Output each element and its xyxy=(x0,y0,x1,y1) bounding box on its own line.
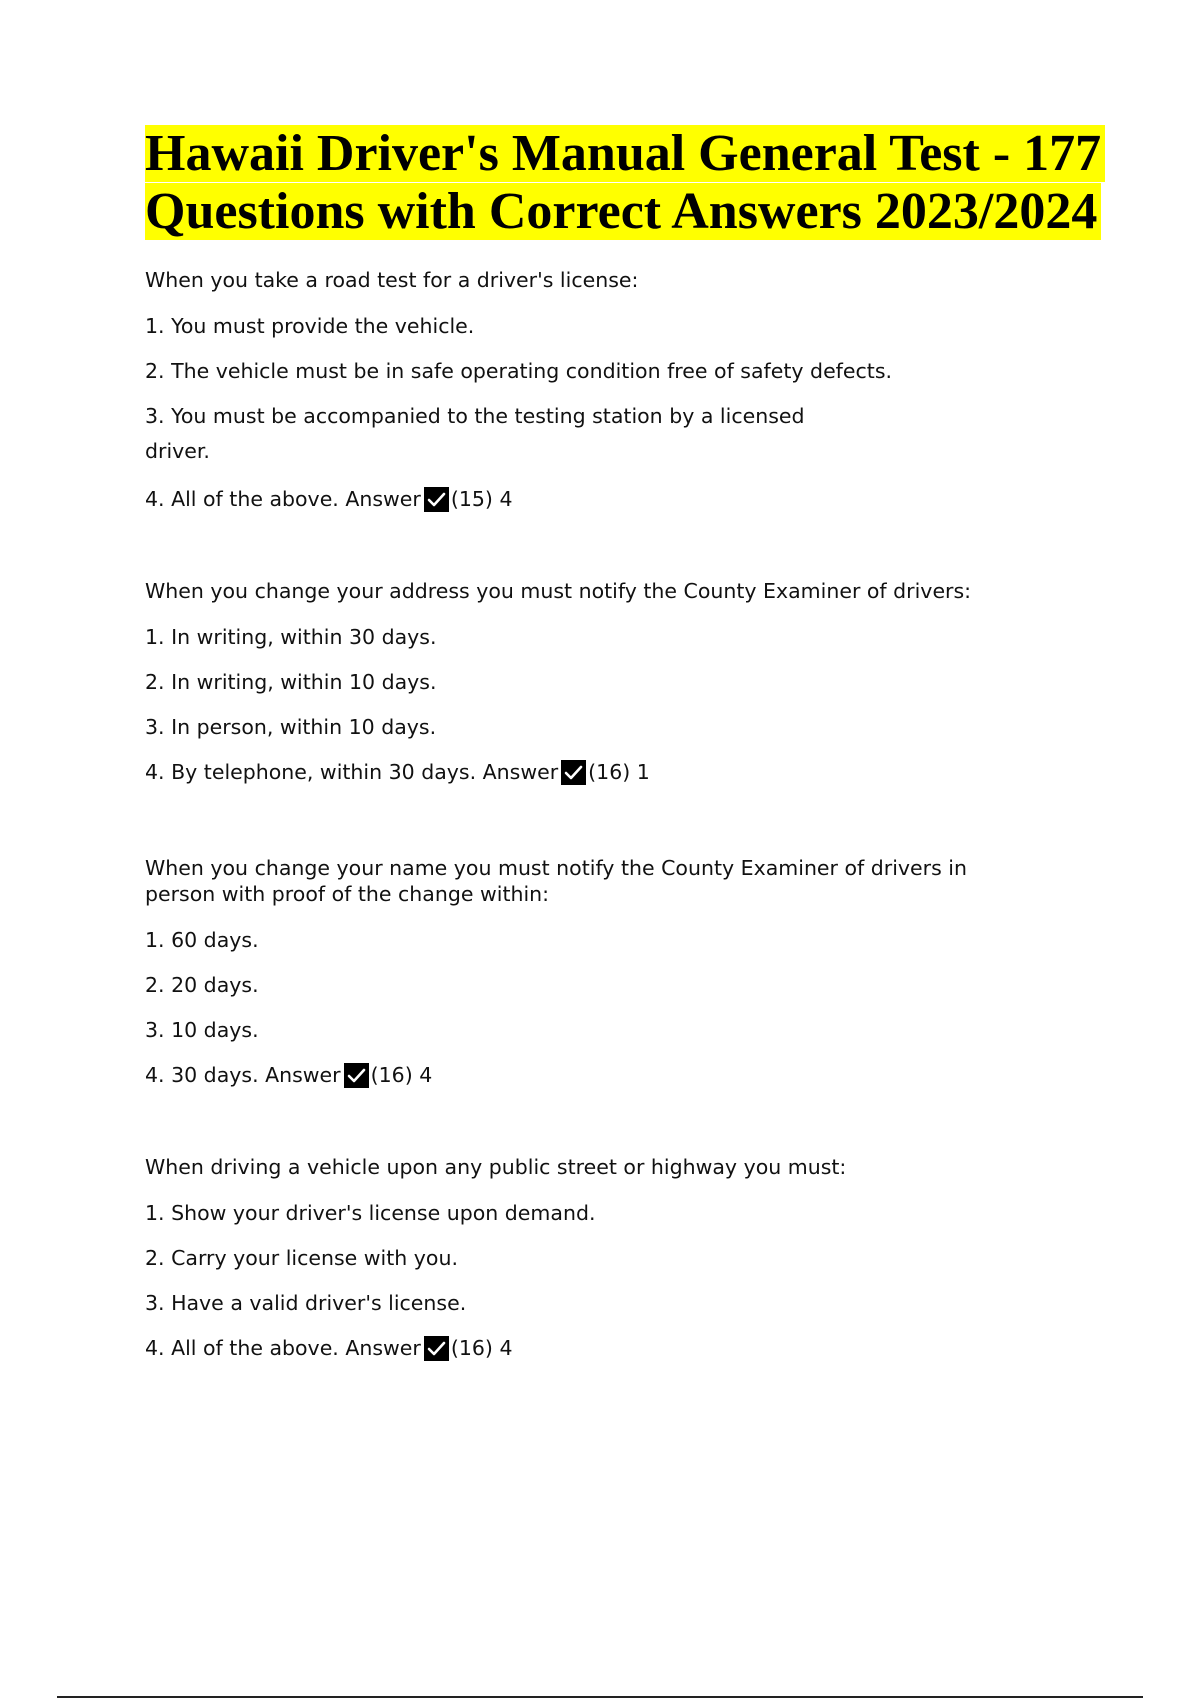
check-mark-icon xyxy=(424,487,449,512)
answer-option: 1. In writing, within 30 days. xyxy=(145,625,437,649)
last-option-text: 4. 30 days. Answer xyxy=(145,1063,341,1087)
answer-option: 3. 10 days. xyxy=(145,1018,259,1042)
question-2 xyxy=(145,578,1125,785)
answer-line xyxy=(145,486,1125,512)
answer-line xyxy=(145,1062,1125,1088)
last-option-text: 4. All of the above. Answer xyxy=(145,487,421,511)
answer-option: 1. You must provide the vehicle. xyxy=(145,314,475,338)
question-1 xyxy=(145,267,1125,512)
question-text: When driving a vehicle upon any public street or highway you must: xyxy=(145,1155,847,1179)
answer-line xyxy=(145,1335,1125,1361)
check-mark-icon xyxy=(424,1336,449,1361)
question-text: When you change your address you must notify the County Examiner of drivers: xyxy=(145,579,972,603)
last-option-text: 4. All of the above. Answer xyxy=(145,1336,421,1360)
answer-option: 1. Show your driver's license upon demand. xyxy=(145,1201,596,1225)
check-mark-icon xyxy=(561,760,586,785)
footer-divider xyxy=(57,1696,1143,1698)
question-4 xyxy=(145,1154,1125,1361)
answer-reference: (15) 4 xyxy=(450,487,513,511)
answer-option-continuation: driver. xyxy=(145,439,210,463)
answer-option: 2. 20 days. xyxy=(145,973,259,997)
question-text: When you take a road test for a driver's license: xyxy=(145,268,639,292)
document-title xyxy=(145,125,1125,241)
question-3 xyxy=(145,855,1125,1088)
check-mark-icon xyxy=(344,1063,369,1088)
answer-option: 3. Have a valid driver's license. xyxy=(145,1291,467,1315)
answer-reference: (16) 4 xyxy=(450,1336,513,1360)
answer-reference: (16) 1 xyxy=(588,760,650,784)
answer-option: 2. Carry your license with you. xyxy=(145,1246,458,1270)
answer-option: 3. In person, within 10 days. xyxy=(145,715,437,739)
last-option-text: 4. By telephone, within 30 days. Answer xyxy=(145,760,559,784)
answer-option: 3. You must be accompanied to the testing station by a licensed xyxy=(145,404,805,428)
answer-option: 2. The vehicle must be in safe operating condition free of safety defects. xyxy=(145,359,893,383)
answer-line xyxy=(145,759,1125,785)
answer-option: 2. In writing, within 10 days. xyxy=(145,670,437,694)
question-text: When you change your name you must notify the County Examiner of drivers in person with proof of the change within: xyxy=(145,856,967,906)
answer-reference: (16) 4 xyxy=(370,1063,433,1087)
document-page xyxy=(145,125,1125,1361)
document-title-highlight: Hawaii Driver's Manual General Test - 177 Questions with Correct Answers 2023/2024 xyxy=(145,125,1105,240)
answer-option: 1. 60 days. xyxy=(145,928,259,952)
